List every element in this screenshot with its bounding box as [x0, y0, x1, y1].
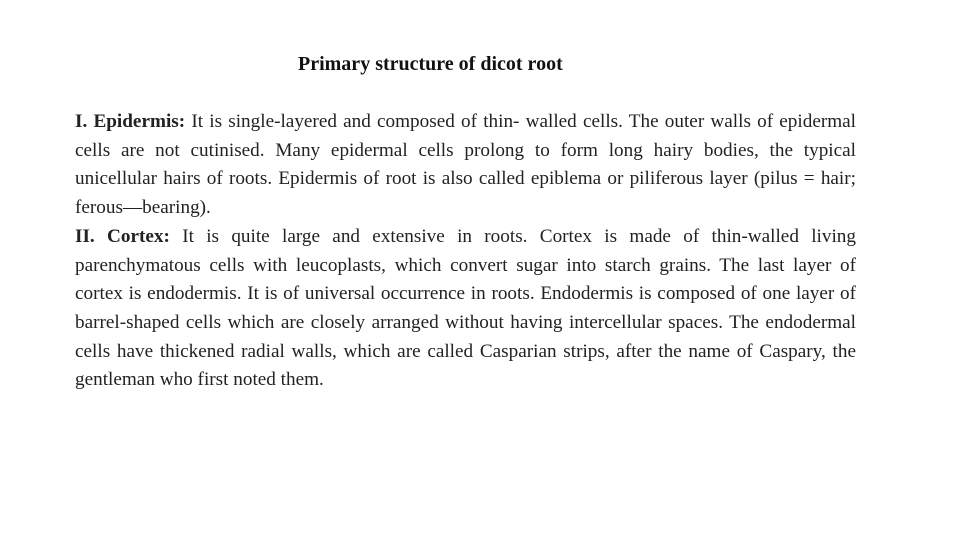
paragraph-text-cortex: It is quite large and extensive in roots. Cortex is made of thin-walled living parenchymatous cells with leucoplasts, which convert sugar into starch grains. The last layer of cortex is endodermis. It is of universal occurrence in roots. Endodermis is composed of one layer of barrel-shaped cells which are closely arranged without having intercellular spaces. The endodermal cells have thickened radial walls, which are called Casparian strips, after the name of Caspary, the gentleman who first noted them.: [75, 225, 856, 391]
slide-body: [75, 108, 856, 395]
paragraph-text-epidermis: It is single-layered and composed of thin- walled cells. The outer walls of epidermal cells are not cutinised. Many epidermal cells prolong to form long hairy bodies, the typical unicellular hairs of roots. Epidermis of root is also called epiblema or piliferous layer (pilus = hair; ferous—bearing).: [75, 111, 856, 219]
paragraph-heading-cortex: II. Cortex:: [75, 225, 170, 247]
paragraph-cortex: [75, 223, 856, 395]
slide-title: Primary structure of dicot root: [298, 53, 563, 75]
paragraph-heading-epidermis: I. Epidermis:: [75, 111, 186, 132]
paragraph-epidermis: [75, 108, 856, 223]
